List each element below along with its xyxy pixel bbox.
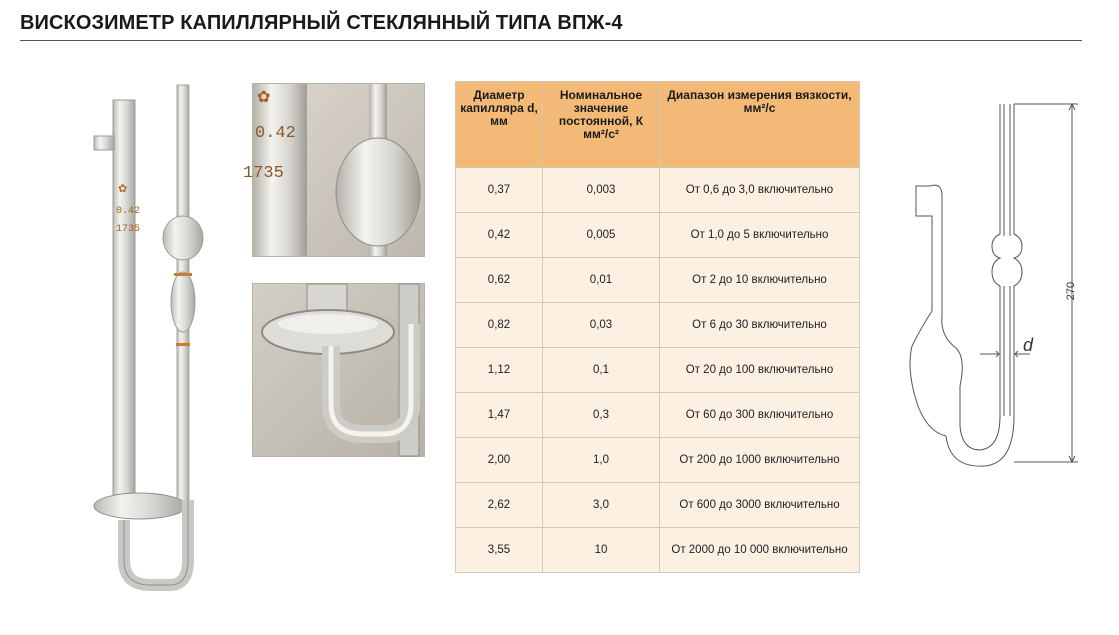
cell-range: От 600 до 3000 включительно xyxy=(660,483,860,528)
table-row xyxy=(456,528,860,573)
table-row xyxy=(456,258,860,303)
cell-constant: 10 xyxy=(543,528,660,573)
cell-range: От 6 до 30 включительно xyxy=(660,303,860,348)
cell-range: От 60 до 300 включительно xyxy=(660,393,860,438)
table-row xyxy=(456,213,860,258)
svg-text:✿: ✿ xyxy=(118,183,128,195)
tube-marking-diameter: 0.42 xyxy=(116,206,141,217)
table-row xyxy=(456,348,860,393)
cell-range: От 2 до 10 включительно xyxy=(660,258,860,303)
header-constant-label: Номинальное значение постоянной, К мм²/с² xyxy=(558,88,644,141)
detail-photo-reservoir xyxy=(252,283,425,457)
cell-range: От 20 до 100 включительно xyxy=(660,348,860,393)
header-capillary-diameter: Диаметр капилляра d, мм xyxy=(456,82,543,168)
cell-diameter: 2,00 xyxy=(456,438,543,483)
table-header-row xyxy=(456,82,860,168)
cell-range: От 1,0 до 5 включительно xyxy=(660,213,860,258)
cell-diameter: 0,37 xyxy=(456,168,543,213)
cell-constant: 0,3 xyxy=(543,393,660,438)
cell-diameter: 0,42 xyxy=(456,213,543,258)
viscometer-photo xyxy=(80,80,220,600)
header-viscosity-range: Диапазон измерения вязкости, мм²/с xyxy=(660,82,860,168)
cell-constant: 0,005 xyxy=(543,213,660,258)
cell-diameter: 1,12 xyxy=(456,348,543,393)
specification-table xyxy=(455,81,860,573)
cell-range: От 2000 до 10 000 включительно xyxy=(660,528,860,573)
svg-text:✿: ✿ xyxy=(257,89,271,106)
cell-diameter: 1,47 xyxy=(456,393,543,438)
technical-drawing xyxy=(900,86,1090,476)
cell-constant: 0,01 xyxy=(543,258,660,303)
detail-marking-diameter: 0.42 xyxy=(255,124,296,143)
detail-photo-bulb xyxy=(243,83,425,257)
header-constant xyxy=(543,82,660,168)
cell-diameter: 0,82 xyxy=(456,303,543,348)
cell-constant: 0,03 xyxy=(543,303,660,348)
diameter-symbol: d xyxy=(1023,335,1034,355)
height-dimension-label: 270 xyxy=(1065,281,1077,301)
table-row xyxy=(456,303,860,348)
table-row xyxy=(456,393,860,438)
cell-diameter: 3,55 xyxy=(456,528,543,573)
cell-diameter: 2,62 xyxy=(456,483,543,528)
table-row xyxy=(456,438,860,483)
tube-marking-number: 1735 xyxy=(116,224,141,235)
cell-constant: 0,1 xyxy=(543,348,660,393)
table-row xyxy=(456,483,860,528)
cell-range: От 0,6 до 3,0 включительно xyxy=(660,168,860,213)
table-row xyxy=(456,168,860,213)
page-title: ВИСКОЗИМЕТР КАПИЛЛЯРНЫЙ СТЕКЛЯННЫЙ ТИПА ВПЖ-4 xyxy=(20,12,1082,41)
cell-diameter: 0,62 xyxy=(456,258,543,303)
cell-constant: 1,0 xyxy=(543,438,660,483)
cell-constant: 0,003 xyxy=(543,168,660,213)
cell-range: От 200 до 1000 включительно xyxy=(660,438,860,483)
cell-constant: 3,0 xyxy=(543,483,660,528)
detail-marking-number: 1735 xyxy=(243,164,284,183)
